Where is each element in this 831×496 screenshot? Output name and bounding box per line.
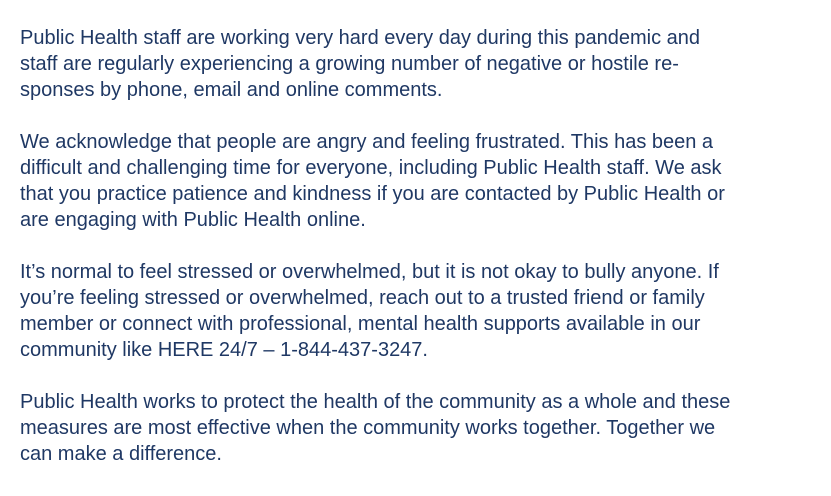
- paragraph-acknowledgement: [20, 129, 820, 233]
- paragraph-line: are engaging with Public Health online.: [20, 209, 366, 231]
- paragraph-line: member or connect with professional, mental health supports available in our: [20, 313, 701, 335]
- paragraph-line: that you practice patience and kindness if you are contacted by Public Health or: [20, 183, 725, 205]
- paragraph-line: community like HERE 24/7 – 1-844-437-3247.: [20, 339, 428, 361]
- paragraph-line: staff are regularly experiencing a growing number of negative or hostile re-: [20, 53, 679, 75]
- paragraph-line: difficult and challenging time for everyone, including Public Health staff. We ask: [20, 157, 722, 179]
- paragraph-line: It’s normal to feel stressed or overwhelmed, but it is not okay to bully anyone. If: [20, 261, 719, 283]
- paragraph-line: We acknowledge that people are angry and feeling frustrated. This has been a: [20, 131, 714, 153]
- paragraph-line: can make a difference.: [20, 443, 222, 465]
- document-body: [20, 25, 820, 493]
- paragraph-line: Public Health staff are working very hard every day during this pandemic and: [20, 27, 700, 49]
- paragraph-line: Public Health works to protect the health of the community as a whole and these: [20, 391, 731, 413]
- paragraph-line: sponses by phone, email and online comments.: [20, 79, 443, 101]
- paragraph-support-resources: [20, 259, 820, 363]
- paragraph-community-message: [20, 389, 820, 467]
- paragraph-line: you’re feeling stressed or overwhelmed, reach out to a trusted friend or family: [20, 287, 705, 309]
- paragraph-staff-experience: [20, 25, 820, 103]
- paragraph-line: measures are most effective when the community works together. Together we: [20, 417, 716, 439]
